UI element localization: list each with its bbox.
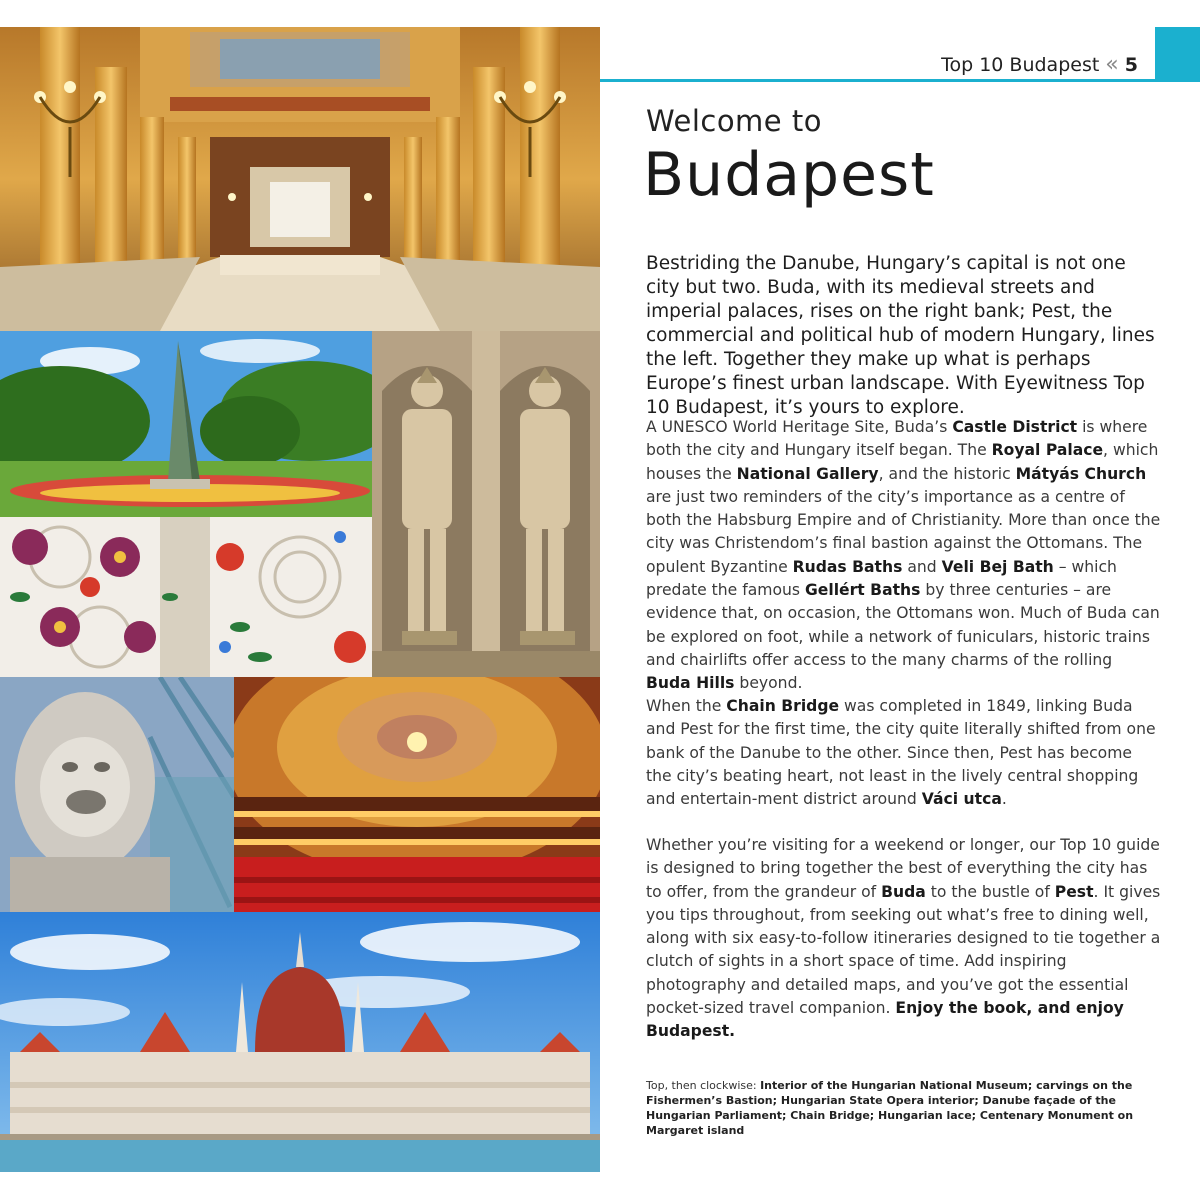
fishermens-bastion-statues-photo <box>372 331 600 677</box>
text-run: beyond. <box>734 674 803 693</box>
chevron-left-icon: « <box>1105 52 1119 77</box>
body-paragraph-1 <box>646 416 1161 696</box>
text-run: A UNESCO World Heritage Site, Buda’s <box>646 418 953 436</box>
running-title: Top 10 Budapest <box>941 54 1100 76</box>
text-run: , and the historic <box>878 464 1016 483</box>
caption-label: Top, then clockwise: <box>646 1079 761 1092</box>
photo-caption <box>646 1078 1158 1138</box>
text-run: by three centuries – are evidence that, on occasion, the Ottomans won. Much of Buda can be explored on foot, while a network of funiculars, historic trains and chairlifts offer access to the many charms of the rolling <box>646 581 1160 669</box>
closing-line: Enjoy the book, and enjoy Budapest. <box>646 999 1124 1041</box>
page-title: Budapest <box>643 140 935 210</box>
text-run: and <box>902 557 942 576</box>
lead-paragraph: Bestriding the Danube, Hungary’s capital is not one city but two. Buda, with its medieval streets and imperial palaces, rises on the right bank; Pest, the commercial and political hub of modern Hungary, lines the left. Together they make up what is perhaps Europe’s finest urban landscape. With Eyewitness Top 10 Budapest, it’s yours to explore. <box>646 253 1155 418</box>
hungarian-lace-photo <box>0 517 372 677</box>
header-rule <box>600 79 1200 82</box>
parliament-facade-photo <box>0 912 600 1172</box>
chain-bridge-lion-photo <box>0 677 234 912</box>
text-run: is where both the city and Hungary itself began. The <box>646 418 1148 460</box>
place-buda: Buda <box>881 882 926 901</box>
caption-text: Interior of the Hungarian National Museum; carvings on the Fishermen’s Bastion; Hungarian State Opera interior; Danube façade of the Hungarian Parliament; Chain Bridge; Hungarian lace; Centenary Monument on Margaret island <box>646 1079 1134 1137</box>
page-number: 5 <box>1124 54 1138 76</box>
place-royal-palace: Royal Palace <box>991 441 1104 460</box>
page-kicker: Welcome to <box>646 104 822 138</box>
text-run: When the <box>646 697 727 715</box>
running-head <box>941 52 1138 77</box>
museum-interior-photo <box>0 27 600 331</box>
place-veli-bej-bath: Veli Bej Bath <box>941 557 1054 576</box>
text-run: . It gives you tips throughout, from seeking out what’s free to dining well, along with six easy-to-follow itineraries designed to tie together a clutch of sights in a short space of time. Add inspiring photography and detailed maps, and you’ve got the essential pocket-sized travel companion. <box>646 882 1161 1018</box>
place-castle-district: Castle District <box>952 418 1078 436</box>
text-run: Whether you’re visiting for a weekend or longer, our Top 10 guide is designed to bring together the best of everything the city has to offer, from the grandeur of <box>646 836 1160 901</box>
place-chain-bridge: Chain Bridge <box>726 697 840 715</box>
body-paragraph-3 <box>646 834 1161 1044</box>
photo-collage <box>0 27 600 1172</box>
state-opera-interior-photo <box>234 677 600 912</box>
place-vaci-utca: Váci utca <box>921 790 1002 809</box>
header-color-tab <box>1155 27 1200 82</box>
text-run: – which predate the famous <box>646 557 1117 600</box>
place-rudas-baths: Rudas Baths <box>792 557 903 576</box>
text-run: to the bustle of <box>925 882 1055 901</box>
text-run: was completed in 1849, linking Buda and Pest for the first time, the city quite literally shifted from one bank of the Danube to the other. Since then, Pest has become the city’s beating heart, not least in the lively central shopping and entertain-ment district around <box>646 697 1156 809</box>
place-matyas-church: Mátyás Church <box>1015 464 1147 483</box>
place-pest: Pest <box>1054 882 1094 901</box>
text-run: are just two reminders of the city’s importance as a centre of both the Habsburg Empire and of Christianity. More than once the city was Christendom’s final bastion against the Ottomans. The opulent Byzantine <box>646 487 1161 576</box>
place-national-gallery: National Gallery <box>736 464 879 483</box>
centenary-monument-photo <box>0 331 372 517</box>
body-paragraph-2 <box>646 695 1161 811</box>
place-buda-hills: Buda Hills <box>646 674 735 693</box>
text-run: . <box>1001 790 1007 809</box>
text-run: , which houses the <box>646 441 1159 483</box>
place-gellert-baths: Gellért Baths <box>804 581 921 600</box>
